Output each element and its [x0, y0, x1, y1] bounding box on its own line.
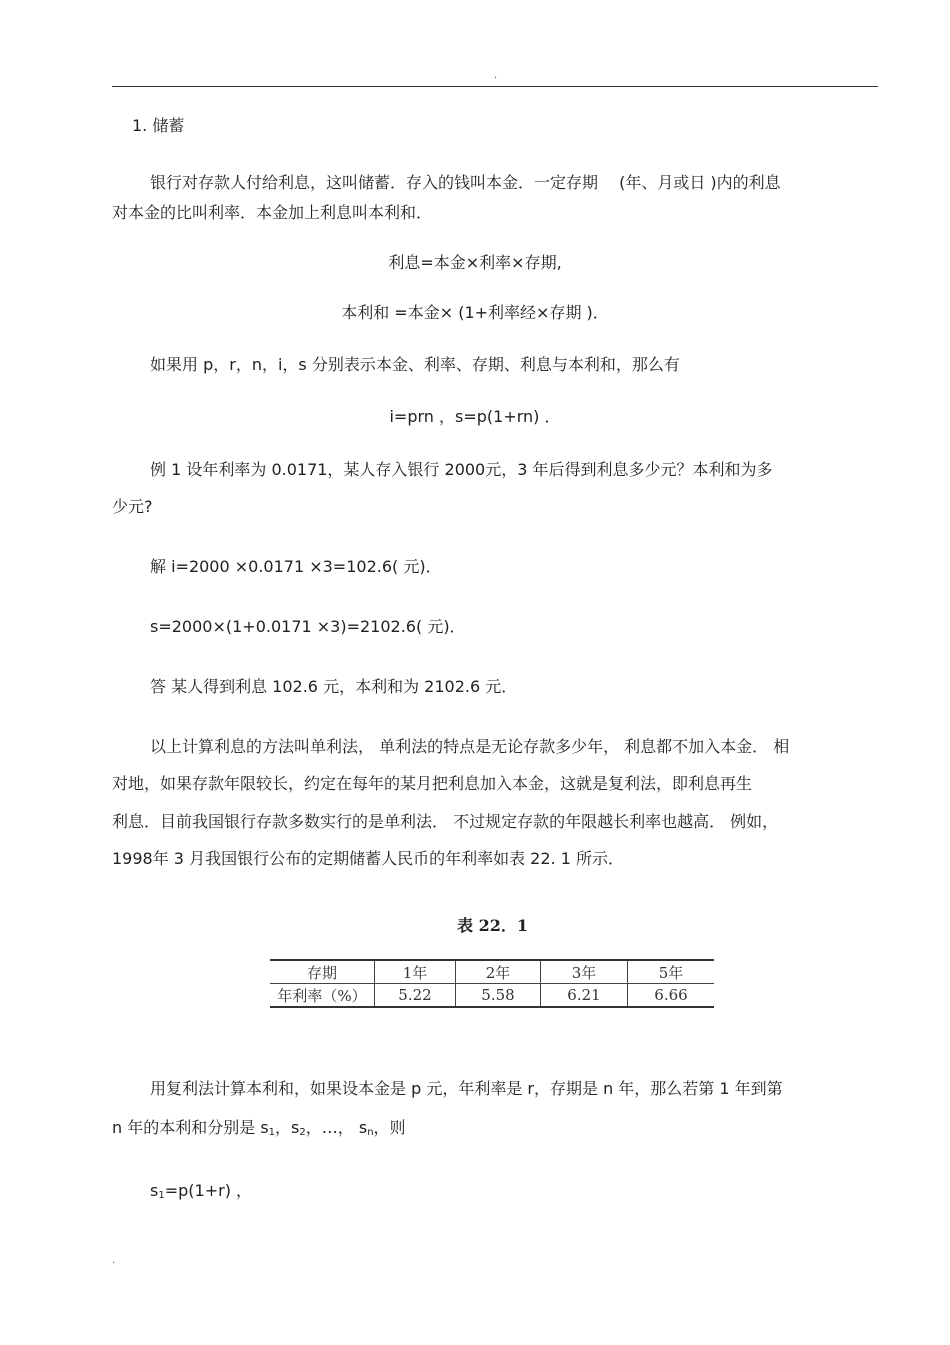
compound-line-2-suffix: ，则 — [373, 1118, 406, 1137]
paragraph-line-1: 以上计算利息的方法叫单利法， 单利法的特点是无论存款多少年， 利息都不加入本金． 相 — [150, 737, 790, 756]
table-header-cell: 1年 — [375, 960, 456, 984]
solution-line-1: 解 i=2000 ×0.0171 ×3=102.6( 元)． — [150, 557, 442, 576]
table-header-cell: 3年 — [541, 960, 628, 984]
table-header-cell: 5年 — [628, 960, 715, 984]
intro-line-2: 对本金的比叫利率．本金加上利息叫本利和． — [112, 203, 433, 222]
subscript-1: 1 — [268, 1127, 276, 1138]
table-cell: 5.58 — [456, 984, 541, 1008]
separator: ，…， s — [305, 1118, 368, 1137]
compound-line-2-prefix: n 年的本利和分别是 s — [112, 1118, 269, 1137]
formula-total: 本利和 =本金× (1+利率经×存期 )． — [341, 303, 609, 322]
table-cell: 5.22 — [375, 984, 456, 1008]
example-line-2: 少元? — [112, 497, 153, 516]
notation-line: 如果用 p，r，n，i，s 分别表示本金、利率、存期、利息与本利和，那么有 — [150, 355, 680, 374]
table-row — [270, 984, 714, 1008]
table-title: 表 22．1 — [457, 916, 528, 935]
s1-prefix: s — [150, 1181, 159, 1200]
paragraph-line-3: 利息．目前我国银行存款多数实行的是单利法． 不过规定存款的年限越长利率也越高． 例如， — [112, 812, 779, 831]
formula-interest: 利息=本金×利率×存期, — [388, 253, 562, 272]
separator: ，s — [275, 1118, 300, 1137]
subscript-2: 2 — [299, 1127, 306, 1138]
intro-line-1: 银行对存款人付给利息，这叫储蓄．存入的钱叫本金．一定存期 (年、月或日 )内的利息 — [150, 173, 781, 192]
example-line-1: 例 1 设年利率为 0.0171，某人存入银行 2000元，3 年后得到利息多少元？本利和为多 — [150, 460, 773, 479]
answer-line: 答 某人得到利息 102.6 元，本利和为 2102.6 元． — [150, 677, 518, 696]
formula-symbolic: i=prn ，s=p(1+rn) ． — [389, 407, 561, 426]
header-dot: . — [494, 70, 498, 81]
section-title: 1. 储蓄 — [132, 116, 185, 135]
header-rule — [112, 86, 878, 87]
s1-formula — [150, 1180, 252, 1207]
solution-line-2: s=2000×(1+0.0171 ×3)=2102.6( 元)． — [150, 617, 466, 636]
s1-subscript: 1 — [158, 1190, 165, 1201]
compound-line-2 — [112, 1117, 406, 1144]
subscript-n: n — [367, 1127, 374, 1138]
table-cell: 年利率（%） — [270, 984, 375, 1008]
table-cell: 6.66 — [628, 984, 715, 1008]
footer-dot: . — [112, 1255, 116, 1266]
table-header-cell: 2年 — [456, 960, 541, 984]
paragraph-line-2: 对地，如果存款年限较长，约定在每年的某月把利息加入本金，这就是复利法，即利息再生 — [112, 774, 753, 793]
paragraph-line-4: 1998年 3 月我国银行公布的定期储蓄人民币的年利率如表 22. 1 所示． — [112, 849, 624, 868]
table-header-row — [270, 960, 714, 984]
s1-rest: =p(1+r) ， — [164, 1181, 253, 1200]
table-header-cell: 存期 — [270, 960, 375, 984]
interest-rate-table — [270, 959, 714, 1008]
table-cell: 6.21 — [541, 984, 628, 1008]
compound-line-1: 用复利法计算本利和，如果设本金是 p 元，年利率是 r，存期是 n 年，那么若第 1 年到第 — [150, 1079, 783, 1098]
